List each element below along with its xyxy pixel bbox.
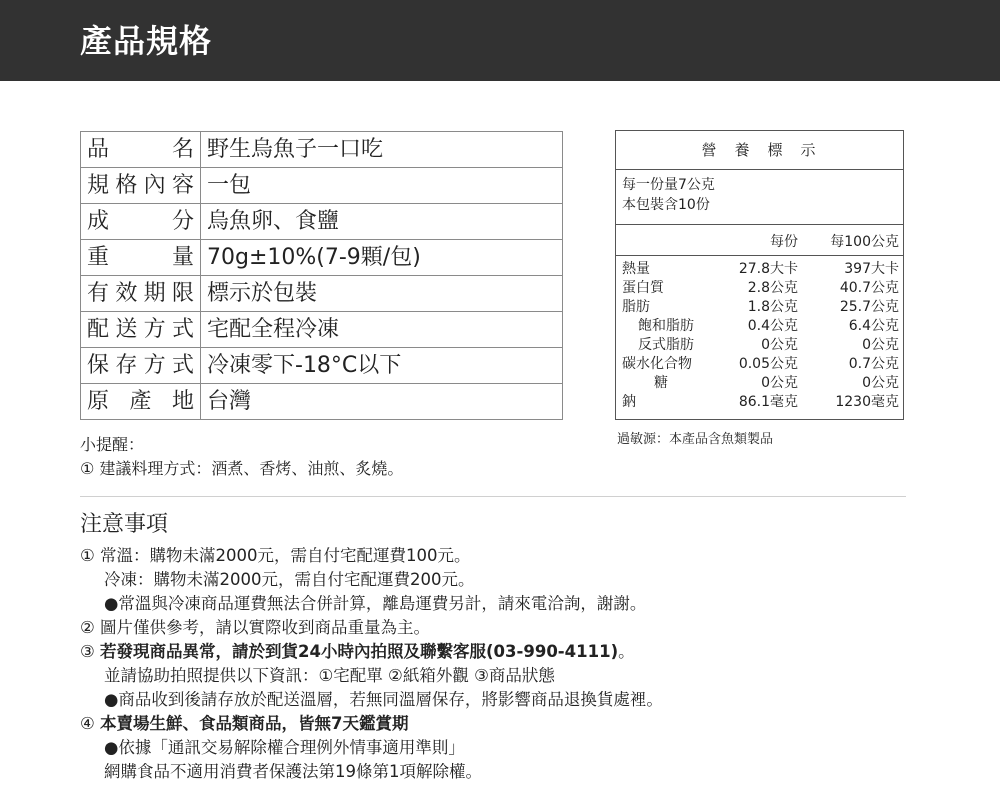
nutrient-per-serving: 1.8公克 [747, 299, 798, 315]
nutrient-per-100g: 397大卡 [844, 261, 899, 277]
note-line [80, 712, 663, 736]
note-end: 。 [618, 642, 635, 661]
allergen-note: 過敏源：本產品含魚類製品 [617, 432, 774, 447]
spec-row [81, 204, 563, 240]
spec-label: 重量 [81, 240, 201, 276]
spec-value: 台灣 [201, 384, 563, 420]
notes-list [80, 544, 663, 784]
spec-value: 標示於包裝 [201, 276, 563, 312]
spec-value: 野生烏魚子一口吃 [201, 132, 563, 168]
nutrition-title: 營養標示 [616, 131, 903, 170]
nutrition-row [616, 393, 903, 412]
note-line: ●常溫與冷凍商品運費無法合併計算，離島運費另計，請來電洽詢，謝謝。 [104, 594, 647, 613]
nutrient-per-100g: 1230毫克 [835, 394, 899, 410]
nutrient-per-100g: 40.7公克 [839, 280, 899, 296]
spec-row [81, 276, 563, 312]
spec-value: 宅配全程冷凍 [201, 312, 563, 348]
nutrient-per-serving: 0公克 [761, 337, 798, 353]
note-line: 網購食品不適用消費者保護法第19條第1項解除權。 [104, 762, 482, 781]
note-line: 冷凍：購物未滿2000元，需自付宅配運費200元。 [104, 570, 475, 589]
nutrient-per-100g: 25.7公克 [839, 299, 899, 315]
nutrient-per-serving: 2.8公克 [747, 280, 798, 296]
note-emphasis: 若發現商品異常，請於到貨24小時內拍照及聯繫客服(03-990-4111) [100, 642, 619, 661]
spec-label: 配送方式 [81, 312, 201, 348]
note-line: ① 常溫：購物未滿2000元，需自付宅配運費100元。 [80, 546, 471, 565]
serving-size: 每一份量7公克 [622, 177, 715, 193]
nutrient-name: 鈉 [622, 394, 636, 410]
note-line: ●商品收到後請存放於配送溫層，若無同溫層保存，將影響商品退換貨處裡。 [104, 690, 663, 709]
spec-value: 70g±10%(7-9顆/包) [201, 240, 563, 276]
spec-table [80, 131, 563, 420]
nutrition-row [616, 374, 903, 393]
nutrient-per-100g: 0公克 [862, 337, 899, 353]
note-emphasis: 本賣場生鮮、食品類商品，皆無7天鑑賞期 [100, 714, 409, 733]
nutrient-per-serving: 27.8大卡 [738, 261, 798, 277]
nutrition-row [616, 260, 903, 279]
nutrient-per-serving: 86.1毫克 [738, 394, 798, 410]
spec-row [81, 312, 563, 348]
nutrition-row [616, 355, 903, 374]
col-per-100g: 每100公克 [830, 234, 899, 250]
spec-row [81, 384, 563, 420]
note-line: 並請協助拍照提供以下資訊：①宅配單 ②紙箱外觀 ③商品狀態 [104, 666, 555, 685]
spec-label: 有效期限 [81, 276, 201, 312]
spec-row [81, 240, 563, 276]
nutrition-facts-box [615, 130, 904, 420]
spec-value: 烏魚卵、食鹽 [201, 204, 563, 240]
note-line [80, 640, 663, 664]
nutrient-name: 糖 [654, 375, 668, 391]
nutrition-column-headers [616, 225, 903, 256]
section-divider [80, 496, 906, 497]
spec-label: 原產地 [81, 384, 201, 420]
spec-value: 冷凍零下-18°C以下 [201, 348, 563, 384]
note-line: ●依據「通訊交易解除權合理例外情事適用準則」 [104, 738, 465, 757]
nutrition-rows [616, 256, 903, 412]
nutrition-serving-info [616, 170, 903, 225]
nutrient-name: 飽和脂肪 [638, 318, 694, 334]
nutrient-per-serving: 0.4公克 [747, 318, 798, 334]
nutrient-name: 碳水化合物 [622, 356, 692, 372]
nutrient-per-100g: 0公克 [862, 375, 899, 391]
nutrition-row [616, 317, 903, 336]
spec-row [81, 168, 563, 204]
servings-per-package: 本包裝含10份 [622, 197, 710, 213]
nutrient-per-100g: 0.7公克 [848, 356, 899, 372]
col-per-serving: 每份 [770, 234, 798, 250]
reminder-title: 小提醒： [80, 435, 145, 454]
note-number: ③ [80, 642, 101, 661]
nutrient-name: 熱量 [622, 261, 650, 277]
nutrient-name: 蛋白質 [622, 280, 664, 296]
note-line: ② 圖片僅供參考，請以實際收到商品重量為主。 [80, 618, 431, 637]
reminder-item: ① 建議料理方式：酒煮、香烤、油煎、炙燒。 [80, 459, 404, 478]
spec-row [81, 348, 563, 384]
nutrient-name: 反式脂肪 [638, 337, 694, 353]
note-number: ④ [80, 714, 101, 733]
nutrition-row [616, 279, 903, 298]
notes-title: 注意事項 [80, 512, 169, 537]
spec-label: 保存方式 [81, 348, 201, 384]
spec-value: 一包 [201, 168, 563, 204]
nutrition-row [616, 298, 903, 317]
page-title: 產品規格 [80, 22, 213, 60]
reminder-section [80, 433, 403, 481]
nutrient-name: 脂肪 [622, 299, 650, 315]
nutrient-per-serving: 0公克 [761, 375, 798, 391]
nutrition-row [616, 336, 903, 355]
header-bar [0, 0, 1000, 81]
spec-label: 規格內容 [81, 168, 201, 204]
nutrient-per-serving: 0.05公克 [738, 356, 798, 372]
spec-row [81, 132, 563, 168]
nutrient-per-100g: 6.4公克 [848, 318, 899, 334]
spec-label: 成分 [81, 204, 201, 240]
spec-label: 品名 [81, 132, 201, 168]
